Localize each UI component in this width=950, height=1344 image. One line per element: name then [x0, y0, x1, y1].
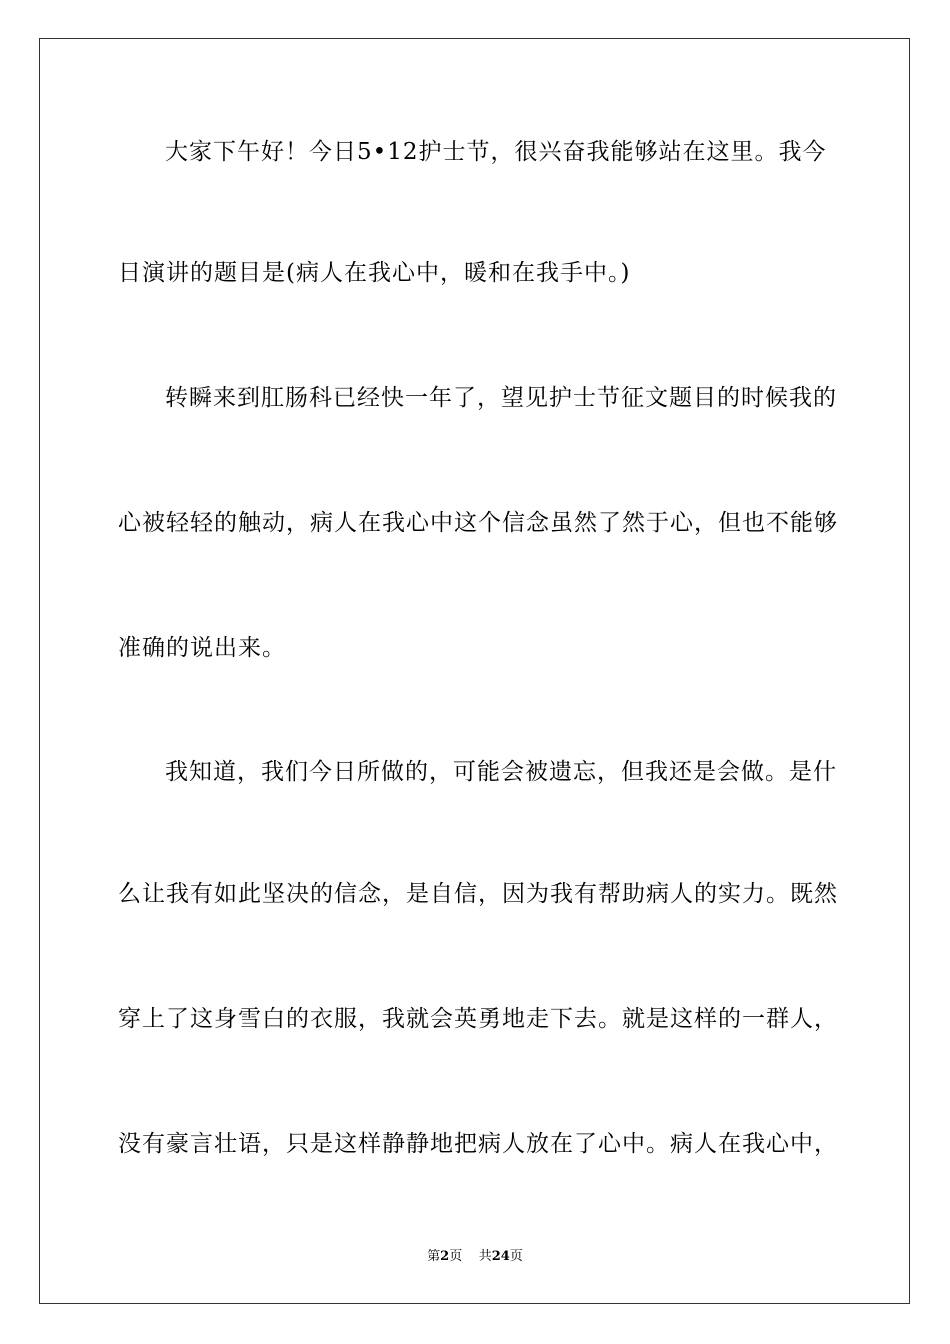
page-border — [39, 38, 910, 1304]
paragraph-2-line-3: 准确的说出来。 — [118, 635, 286, 661]
paragraph-3-line-2: 么让我有如此坚决的信念，是自信，因为我有帮助病人的实力。既然 — [118, 881, 838, 907]
paragraph-2-line-2: 心被轻轻的触动，病人在我心中这个信念虽然了然于心，但也不能够 — [118, 510, 838, 536]
footer-page-number: 2 — [440, 1249, 450, 1264]
paragraph-3-line-4: 没有豪言壮语，只是这样静静地把病人放在了心中。病人在我心中， — [118, 1131, 838, 1157]
paragraph-1-line-2: 日演讲的题目是(病人在我心中，暖和在我手中。) — [118, 260, 631, 286]
footer-total-suffix: 页 — [509, 1249, 523, 1264]
page-footer — [0, 1249, 950, 1265]
footer-total-pages: 24 — [491, 1249, 510, 1264]
footer-total-prefix: 共 — [478, 1249, 492, 1264]
paragraph-3-line-3: 穿上了这身雪白的衣服，我就会英勇地走下去。就是这样的一群人， — [118, 1006, 838, 1032]
paragraph-3-line-1: 我知道，我们今日所做的，可能会被遗忘，但我还是会做。是什 — [165, 759, 837, 785]
paragraph-2-line-1: 转瞬来到肛肠科已经快一年了，望见护士节征文题目的时候我的 — [165, 385, 837, 411]
footer-page-suffix: 页 — [449, 1249, 463, 1264]
paragraph-1-line-1: 大家下午好！今日5•12护士节，很兴奋我能够站在这里。我今 — [165, 139, 827, 165]
footer-page-prefix: 第 — [427, 1249, 441, 1264]
